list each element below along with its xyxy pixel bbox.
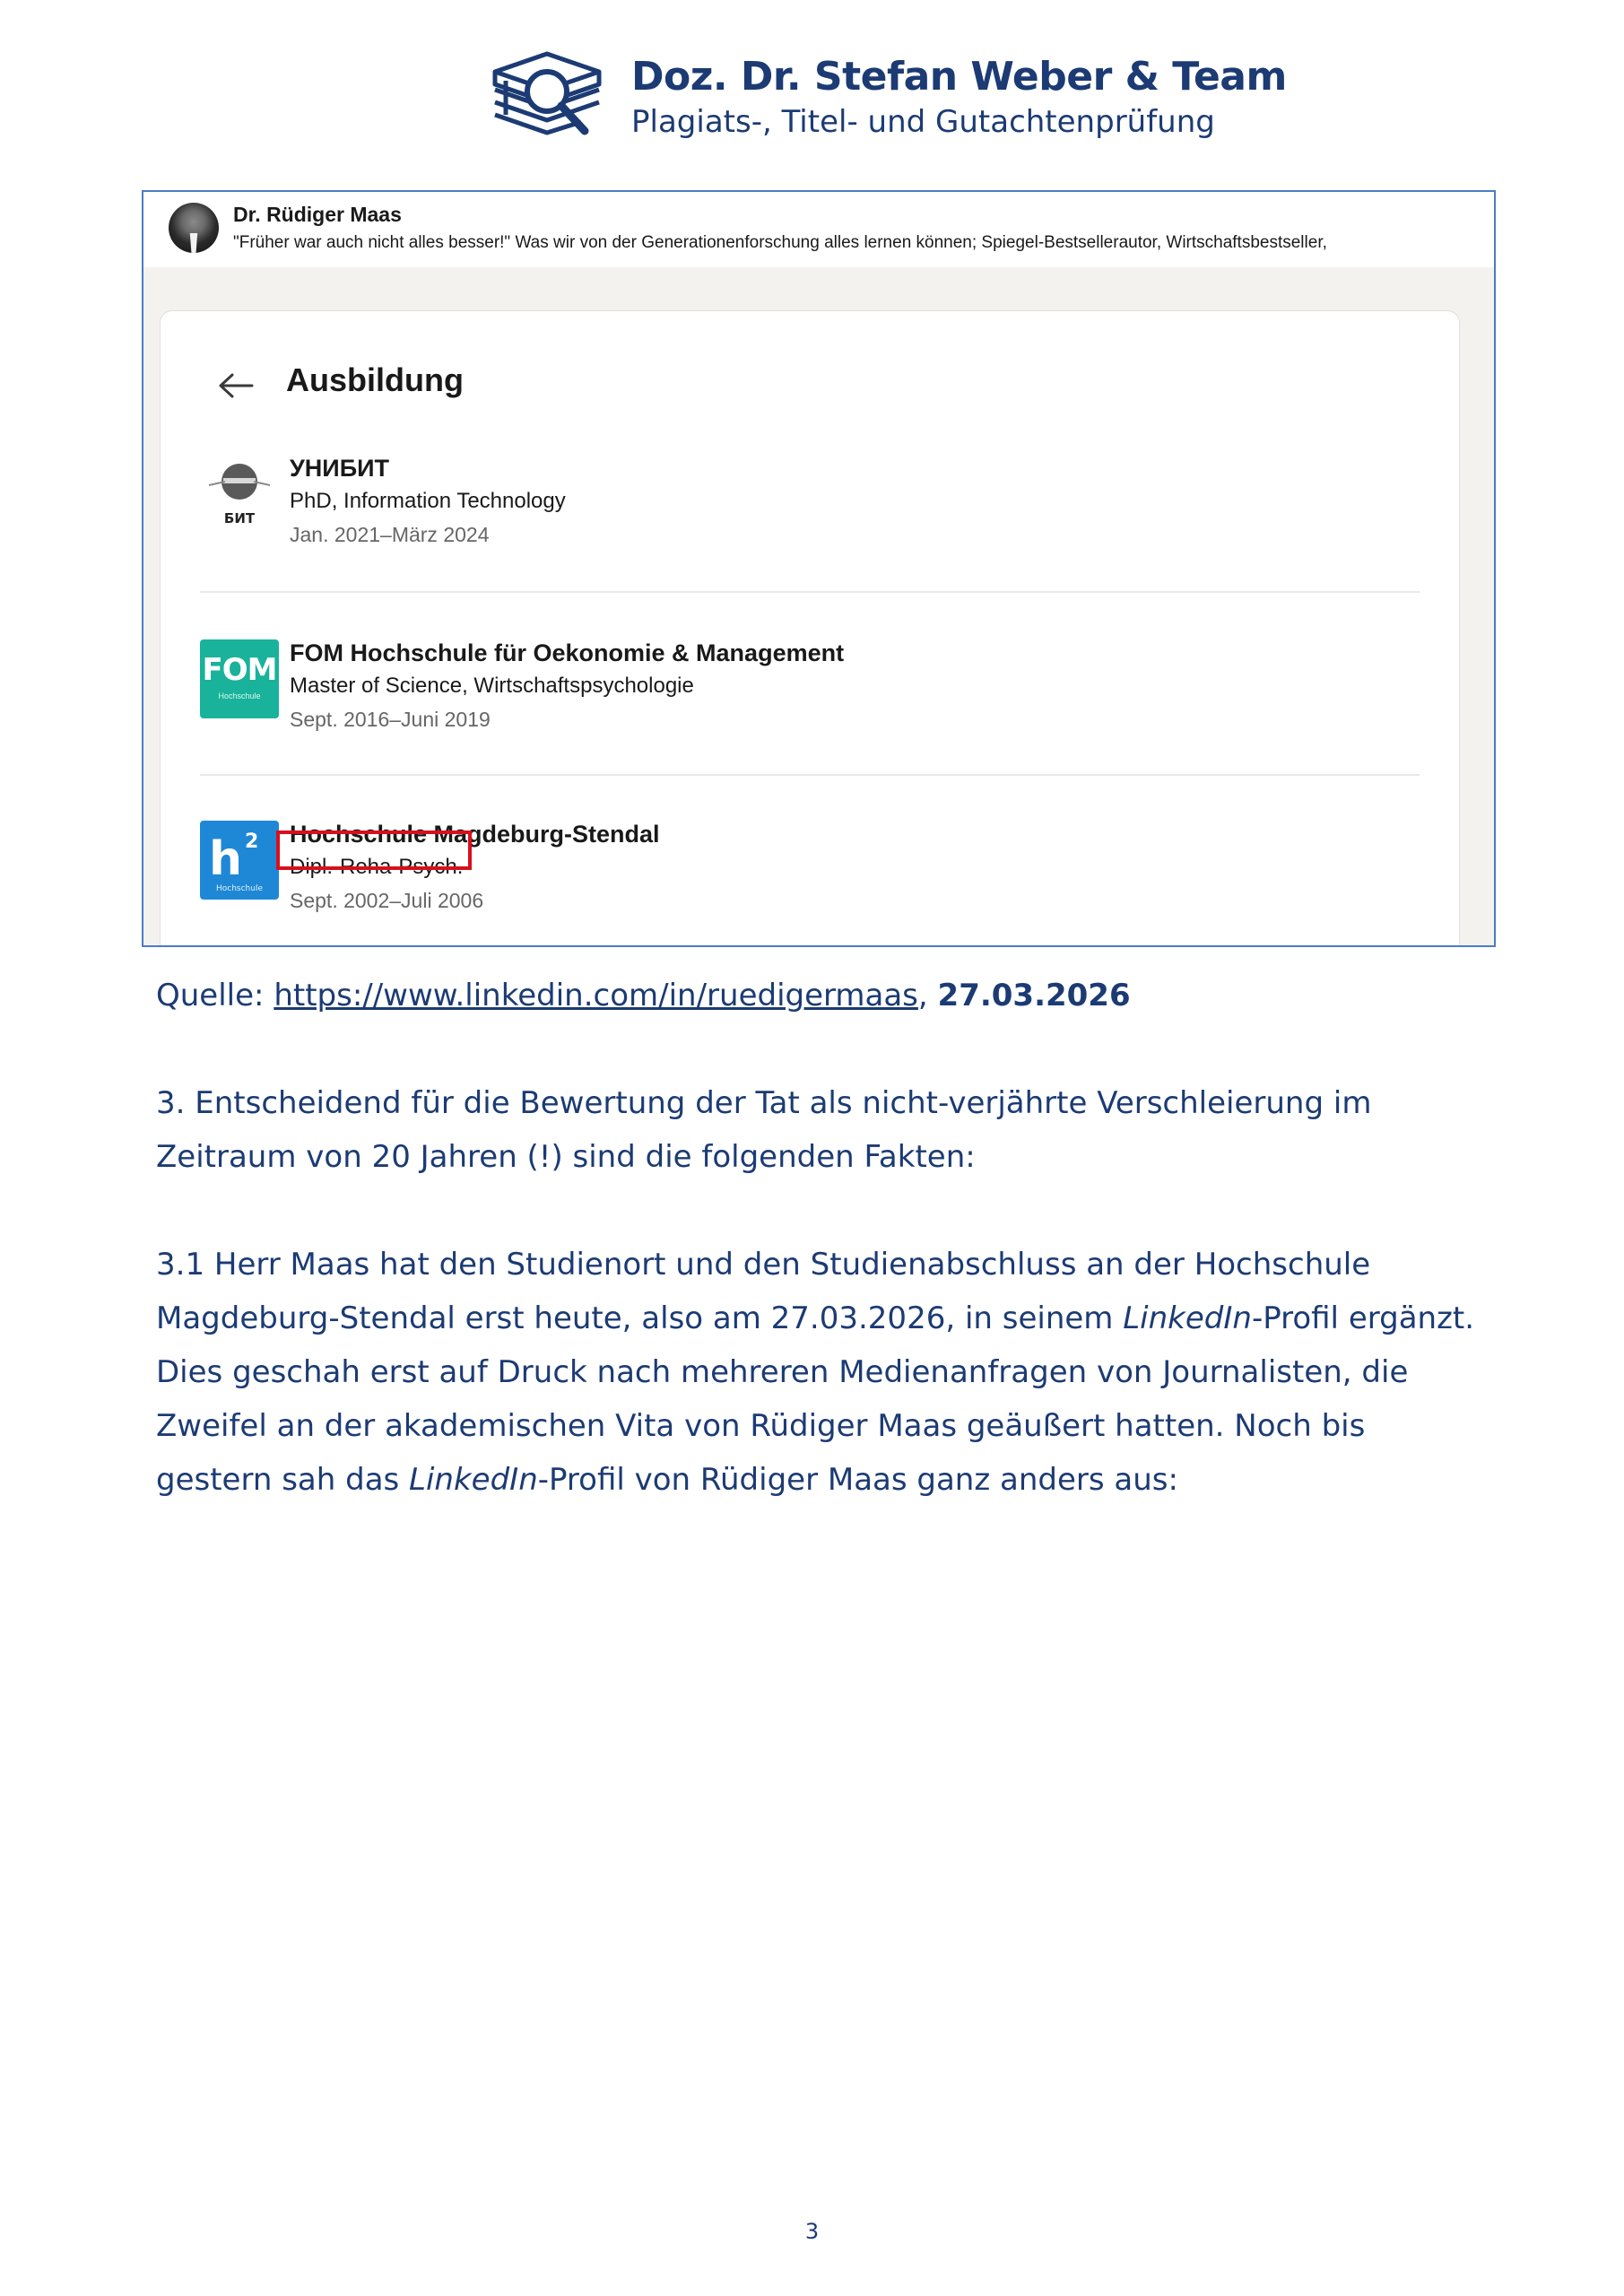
education-dates: Sept. 2016–Juni 2019 [290,708,491,731]
avatar [169,203,219,253]
education-dates: Jan. 2021–März 2024 [290,523,490,546]
education-degree: Master of Science, Wirtschaftspsychologie [290,674,694,698]
page-number: 3 [804,2219,820,2244]
profile-headline: "Früher war auch nicht alles besser!" Was wir von der Generationenforschung alles lernen können; Spiegel-Bestsellerautor, Wirtschaftsbestseller, [233,233,1327,252]
profile-name: Dr. Rüdiger Maas [233,203,402,226]
education-degree: Dipl.-Reha-Psych. [290,855,464,879]
linkedin-italic-1: LinkedIn [1123,1300,1252,1336]
fom-logo-icon [200,639,279,718]
h2-logo-text: h [209,832,243,886]
education-dates: Sept. 2002–Juli 2006 [290,889,484,912]
letterhead-title: Doz. Dr. Stefan Weber & Team [631,54,1287,100]
arrow-left-icon[interactable] [216,372,256,399]
section-title: Ausbildung [286,361,464,398]
paragraph-3-1 [156,1238,1483,1507]
source-separator: , [917,978,938,1013]
fom-logo-text: FOM [202,652,277,688]
letterhead [491,45,1287,144]
divider [200,774,1420,776]
source-line [156,969,1483,1022]
paragraph-3-1-part2: -Profil ergänzt. Dies geschah erst auf Druck nach mehreren Medienanfragen von Journalisten, die Zweifel an der akademischen Vita von Rüdiger Maas geäußert hatten. Noch bis gestern sah das [156,1300,1475,1498]
book-stack-magnifier-icon [491,45,603,142]
unibit-logo-icon [200,455,279,534]
education-degree: PhD, Information Technology [290,489,566,513]
paragraph-3-1-part1: 3.1 Herr Maas hat den Studienort und den Studienabschluss an der Hochschule Magdeburg-Stendal erst heute, also am 27.03.2026, in seinem [156,1247,1371,1336]
source-link[interactable]: https://www.linkedin.com/in/ruedigermaas [274,978,918,1013]
h2-logo-sup: 2 [245,831,259,853]
linkedin-italic-2: LinkedIn [409,1462,538,1498]
education-school[interactable]: Hochschule Magdeburg-Stendal [290,821,660,848]
paragraph-3-1-part3: -Profil von Rüdiger Maas ganz anders aus: [537,1462,1178,1498]
svg-text:БИТ: БИТ [223,510,256,526]
highlight-box [276,831,472,870]
profile-header [143,192,1494,267]
education-entry[interactable] [200,639,1420,783]
education-entry[interactable] [200,455,1420,598]
education-school[interactable]: УНИБИТ [290,455,390,482]
paragraph-3: 3. Entscheidend für die Bewertung der Tat als nicht-verjährte Verschleierung im Zeitraum von 20 Jahren (!) sind die folgenden Fakten: [156,1085,1372,1175]
education-school[interactable]: FOM Hochschule für Oekonomie & Management [290,639,845,666]
letterhead-subtitle: Plagiats-, Titel- und Gutachtenprüfung [631,104,1215,140]
source-label: Quelle: [156,978,274,1013]
linkedin-screenshot [142,190,1496,947]
fom-logo-subtext: Hochschule [218,691,261,700]
h2-logo-subtext: Hochschule [215,884,264,893]
divider [200,591,1420,593]
h2-logo-icon [200,821,279,900]
source-date: 27.03.2026 [937,978,1131,1013]
